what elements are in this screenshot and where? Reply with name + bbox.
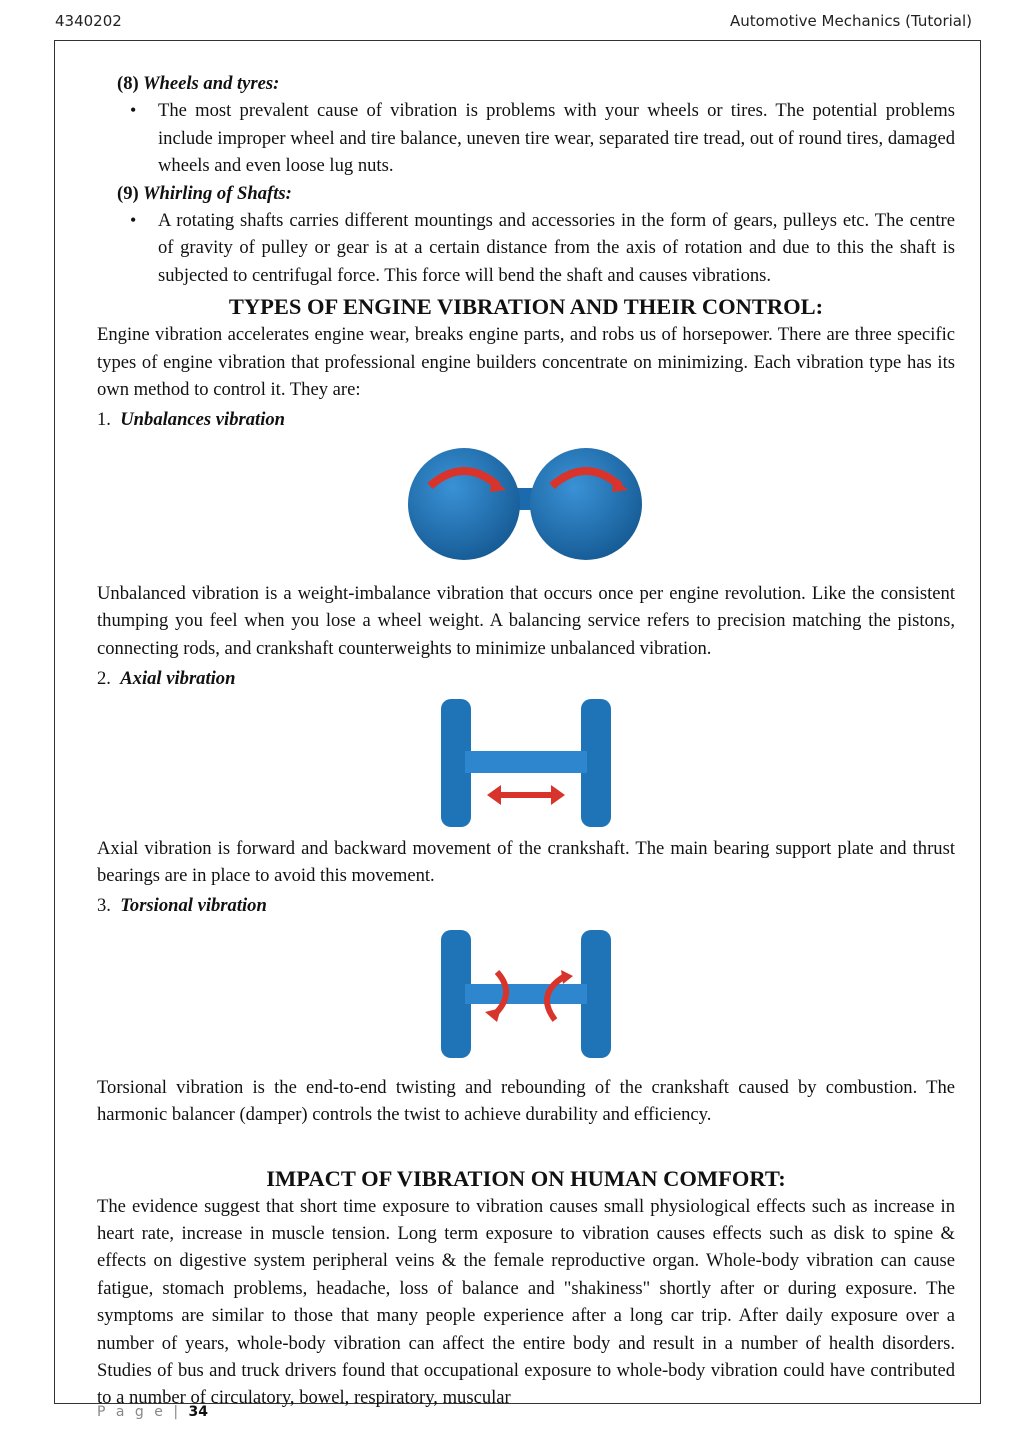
page-content <box>97 70 955 1412</box>
header-code: 4340202 <box>55 12 122 30</box>
page-number: 34 <box>188 1404 208 1420</box>
section-9-bullet: • A rotating shafts carries different mountings and accessories in the form of gears, pulleys etc. The centre of gravity of pulley or gear is at a certain distance from the axis of rotation and due to this the shaft is subjected to centrifugal force. This force will bend the shaft and causes vibrations. <box>97 207 955 289</box>
section-9-title: (9) Whirling of Shafts: <box>117 182 292 204</box>
torsional-text: Torsional vibration is the end-to-end twisting and rebounding of the crankshaft caused by combustion. The harmonic balancer (damper) controls the twist to achieve durability and efficiency. <box>97 1076 955 1126</box>
unbalance-figure <box>97 442 955 572</box>
torsional-shaft-icon <box>431 928 621 1062</box>
torsional-title: 3. Torsional vibration <box>97 895 267 917</box>
axial-figure <box>97 697 955 835</box>
unbalance-title: 1. Unbalances vibration <box>97 409 286 431</box>
torsional-figure <box>97 928 955 1066</box>
impact-heading: IMPACT OF VIBRATION ON HUMAN COMFORT: <box>266 1165 786 1191</box>
section-9-list <box>97 207 955 289</box>
types-heading: TYPES OF ENGINE VIBRATION AND THEIR CONTROL: <box>228 294 824 320</box>
axial-text: Axial vibration is forward and backward movement of the crankshaft. The main bearing support plate and thrust bearings are in place to avoid this movement. <box>97 837 955 886</box>
types-intro: Engine vibration accelerates engine wear, breaks engine parts, and robs us of horsepower. There are three specific types of engine vibration that professional engine builders concentrate on minimizing. Each vibration type has its own method to control it. They are: <box>97 324 955 401</box>
section-8-bullet: • The most prevalent cause of vibration is problems with your wheels or tires. The potential problems include improper wheel and tire balance, uneven tire wear, separated tire tread, out of round tires, damaged wheels and even loose lug nuts. <box>97 97 955 179</box>
header-title: Automotive Mechanics (Tutorial) <box>729 12 972 30</box>
page-footer: P a g e | 34 <box>97 1404 208 1420</box>
unbalance-text: Unbalanced vibration is a weight-imbalance vibration that occurs once per engine revolution. Like the consistent thumping you feel when you lose a wheel weight. A balancing service refers to precision matching the pistons, connecting rods, and crankshaft counterweights to minimize unbalanced vibration. <box>97 582 955 659</box>
impact-text: The evidence suggest that short time exposure to vibration causes small physiological effects such as increase in heart rate, increase in muscle tension. Long term exposure to vibration causes effects such as disk to spine & effects on digestive system peripheral veins & the female reproductive organ. Whole-body vibration can cause fatigue, stomach problems, headache, loss of balance and "shakiness" shortly after or during exposure. The symptoms are similar to those that many people experience after a long car trip. After daily exposure over a number of years, whole-body vibration can affect the entire body and result in a number of health disorders. Studies of bus and truck drivers found that occupational exposure to whole-body vibration could have contributed to a number of circulatory, bowel, respiratory, muscular <box>97 1195 955 1409</box>
axial-title: 2. Axial vibration <box>97 668 236 690</box>
unbalanced-dumbbell-icon <box>406 442 646 566</box>
section-8-list <box>97 97 955 179</box>
section-8-title: (8) Wheels and tyres: <box>117 73 280 94</box>
axial-shaft-icon <box>431 697 621 831</box>
